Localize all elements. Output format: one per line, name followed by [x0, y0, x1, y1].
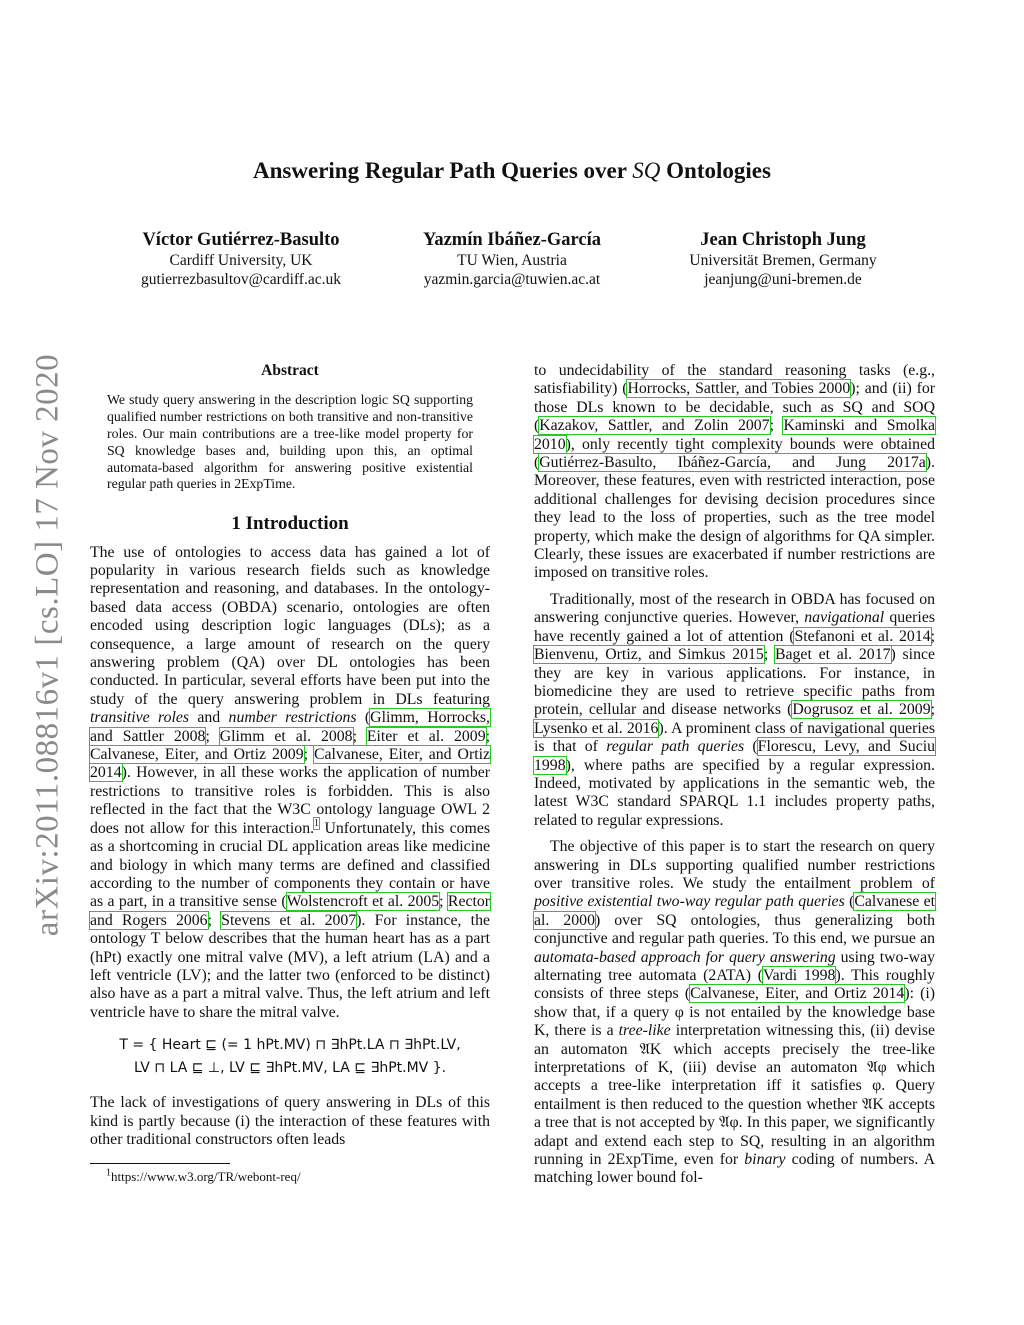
citation-link[interactable]: Bienvenu, Ortiz, and Simkus 2015 — [534, 646, 764, 664]
citation-link[interactable]: Wolstencroft et al. 2005 — [286, 893, 440, 911]
right-paragraph-3: The objective of this paper is to start the research on query answering in DLs supporting qualified number restrictions over transitive roles. We study the entailment problem of positive existential two-way regular path queries (Calvanese et al. 2000) over SQ ontologies, thus generalizing both conjunctive and regular path queries. To this end, we pursue an automata-based approach for query answering using two-way alternating tree automata (2ATA) (Vardi 1998). This roughly consists of three steps (Calvanese, Eiter, and Ortiz 2014): (i) show that, if a query φ is not entailed by the knowledge base K, there is a tree-like interpretation witnessing this, (ii) devise an automaton 𝔄K which accepts precisely the tree-like interpretations of K, (iii) devise an automaton 𝔄φ which accepts a tree-like interpretation iff it satisfies φ. Query entailment is then reduced to the question whether 𝔄K accepts a tree that is not accepted by 𝔄φ. In this paper, we significantly adapt and extend each step to SQ, resulting in an algorithm running in 2ExpTime, even for binary coding of numbers. A matching lower bound fol- — [534, 838, 935, 1187]
citation-link[interactable]: Calvanese, Eiter, and Ortiz 2014 — [90, 746, 490, 782]
author-1 — [91, 229, 391, 289]
citation-link[interactable]: Calvanese, Eiter, and Ortiz 2014 — [690, 985, 905, 1003]
arxiv-identifier: arXiv:2011.08816v1 [cs.LO] 17 Nov 2020 — [29, 353, 66, 936]
formula-line-1: T = { Heart ⊑ (= 1 hPt.MV) ⊓ ∃hPt.LA ⊓ ∃hPt.LV, — [119, 1037, 461, 1054]
author-name: Yazmín Ibáñez-García — [423, 230, 601, 250]
right-paragraph-2: Traditionally, most of the research in OBDA has focused on answering conjunctive queries. However, navigational queries have recently gained a lot of attention (Stefanoni et al. 2014; Bienvenu, Ortiz, and Simkus 2015; Baget et al. 2017) since they are key in various applications. For instance, in biomedicine they are used to retrieve specific paths from protein, cellular and disease networks (Dogrusoz et al. 2009; Lysenko et al. 2016). A prominent class of navigational queries is that of regular path queries (Florescu, Levy, and Suciu 1998), where paths are specified by a regular expression. Indeed, motivated by applications in the semantic web, the latest W3C standard SPARQL 1.1 includes property paths, related to regular expressions. — [534, 590, 936, 829]
author-2 — [362, 229, 662, 289]
citation-link[interactable]: Baget et al. 2017 — [774, 646, 891, 664]
citation-link[interactable]: Dogrusoz et al. 2009 — [792, 701, 931, 719]
citation-link[interactable]: Stefanoni et al. 2014 — [794, 627, 931, 645]
citation-link[interactable]: Horrocks, Sattler, and Tobies 2000 — [627, 380, 851, 398]
intro-paragraph-2: The lack of investigations of query answering in DLs of this kind is partly because (i) the interaction of these features with other traditional constructors often leads — [90, 1094, 490, 1148]
ontology-formula — [90, 1034, 490, 1080]
citation-link[interactable]: Lysenko et al. 2016 — [534, 719, 659, 737]
author-3 — [633, 229, 933, 289]
abstract-text: We study query answering in the description logic SQ supporting qualified number restrictions on both transitive and non-transitive roles. Our main contributions are a tree-like model property for SQ knowledge bases and, building upon this, an optimal automata-based algorithm for answering positive existential regular path queries in 2ExpTime. — [107, 392, 473, 492]
footnote-url[interactable]: https://www.w3.org/TR/webont-req/ — [111, 1169, 301, 1185]
citation-link[interactable]: Gutiérrez-Basulto, Ibáñez-García, and Jung 2017a — [539, 454, 926, 472]
citation-link[interactable]: Eiter et al. 2009 — [366, 727, 486, 745]
citation-link[interactable]: Calvanese, Eiter, and Ortiz 2009 — [90, 746, 304, 764]
footnote-marker[interactable]: 1 — [314, 818, 320, 830]
citation-link[interactable]: Glimm et al. 2008 — [219, 727, 353, 745]
author-email: jeanjung@uni-bremen.de — [704, 271, 862, 288]
citation-link[interactable]: Florescu, Levy, and Suciu 1998 — [534, 738, 936, 774]
citation-link[interactable]: Calvanese et al. 2000 — [534, 893, 935, 929]
right-paragraph-1: to undecidability of the standard reasoning tasks (e.g., satisfiability) (Horrocks, Sattler, and Tobies 2000); and (ii) for those DLs known to be decidable, such as SQ and SOQ (Kazakov, Sattler, and Zolin 2007; Kaminski and Smolka 2010), only recently tight complexity bounds were obtained (Gutiérrez-Basulto, Ibáñez-García, and Jung 2017a). Moreover, these features, even with restricted interaction, pose additional challenges for devising decision procedures since they lead to the loss of properties, such as the tree model property, which make the design of algorithms for QA simpler. Clearly, these issues are exacerbated if number restrictions are imposed on transitive roles. — [534, 362, 935, 582]
footnote-divider — [90, 1163, 230, 1164]
footnote: $^1$https://www.w3.org/TR/webont-req/ — [106, 1168, 301, 1185]
author-affiliation: Cardiff University, UK — [169, 252, 313, 269]
paper-title: Answering Regular Path Queries over SQ Ontologies — [253, 158, 771, 183]
citation-link[interactable]: Kaminski and Smolka 2010 — [534, 417, 935, 453]
citation-link[interactable]: Vardi 1998 — [762, 967, 836, 984]
right-column — [534, 362, 935, 1196]
section-heading-introduction: 1 Introduction — [231, 513, 349, 535]
citation-link[interactable]: Kazakov, Sattler, and Zolin 2007 — [539, 417, 770, 435]
author-affiliation: Universität Bremen, Germany — [689, 252, 877, 269]
abstract-heading: Abstract — [261, 362, 319, 379]
citation-link[interactable]: Stevens et al. 2007 — [221, 911, 357, 929]
arxiv-sidebar — [30, 342, 66, 947]
citation-link[interactable]: Rector and Rogers 2006 — [90, 893, 491, 929]
author-name: Jean Christoph Jung — [700, 230, 866, 250]
citation-link[interactable]: Glimm, Horrocks, and Sattler 2008 — [90, 709, 490, 745]
title-logic: SQ — [632, 158, 661, 183]
left-column — [90, 362, 490, 1187]
author-email: yazmin.garcia@tuwien.ac.at — [423, 271, 601, 288]
intro-paragraph-1: The use of ontologies to access data has gained a lot of popularity in various research fields such as knowledge representation and reasoning, and databases. In the ontology-based data access (OBDA) scenario, ontologies are often encoded using description logic languages (DLs); as a consequence, a large amount of research on the query answering problem (QA) over DL ontologies has been conducted. In particular, several efforts have been put into the study of the query answering problem in DLs featuring transitive roles and number restrictions (Glimm, Horrocks, and Sattler 2008; Glimm et al. 2008; Eiter et al. 2009; Calvanese, Eiter, and Ortiz 2009; Calvanese, Eiter, and Ortiz 2014). However, in all these works the application of number restrictions to transitive roles is forbidden. This is also reflected in the fact that the W3C ontology language OWL 2 does not allow for this interaction.$^1$ Unfortunately, this comes as a shortcoming in crucial DL application areas like medicine and biology in which many terms are defined and classified according to the number of components they contain or have as a part, in a transitive sense (Wolstencroft et al. 2005; Rector and Rogers 2006; Stevens et al. 2007). For instance, the ontology T below describes that the human heart has as a part (hPt) exactly one mitral valve (MV), a left atrium (LA) and a left ventricle (LV); and the latter two (enforced to be distinct) also have as a part a mitral valve. Thus, the left atrium and left ventricle have to share the mitral valve. — [90, 543, 491, 1021]
author-email: gutierrezbasultov@cardiff.ac.uk — [141, 271, 341, 288]
author-name: Víctor Gutiérrez-Basulto — [142, 230, 340, 250]
formula-line-2: LV ⊓ LA ⊑ ⊥, LV ⊑ ∃hPt.MV, LA ⊑ ∃hPt.MV }. — [133, 1060, 447, 1077]
author-affiliation: TU Wien, Austria — [457, 252, 567, 269]
